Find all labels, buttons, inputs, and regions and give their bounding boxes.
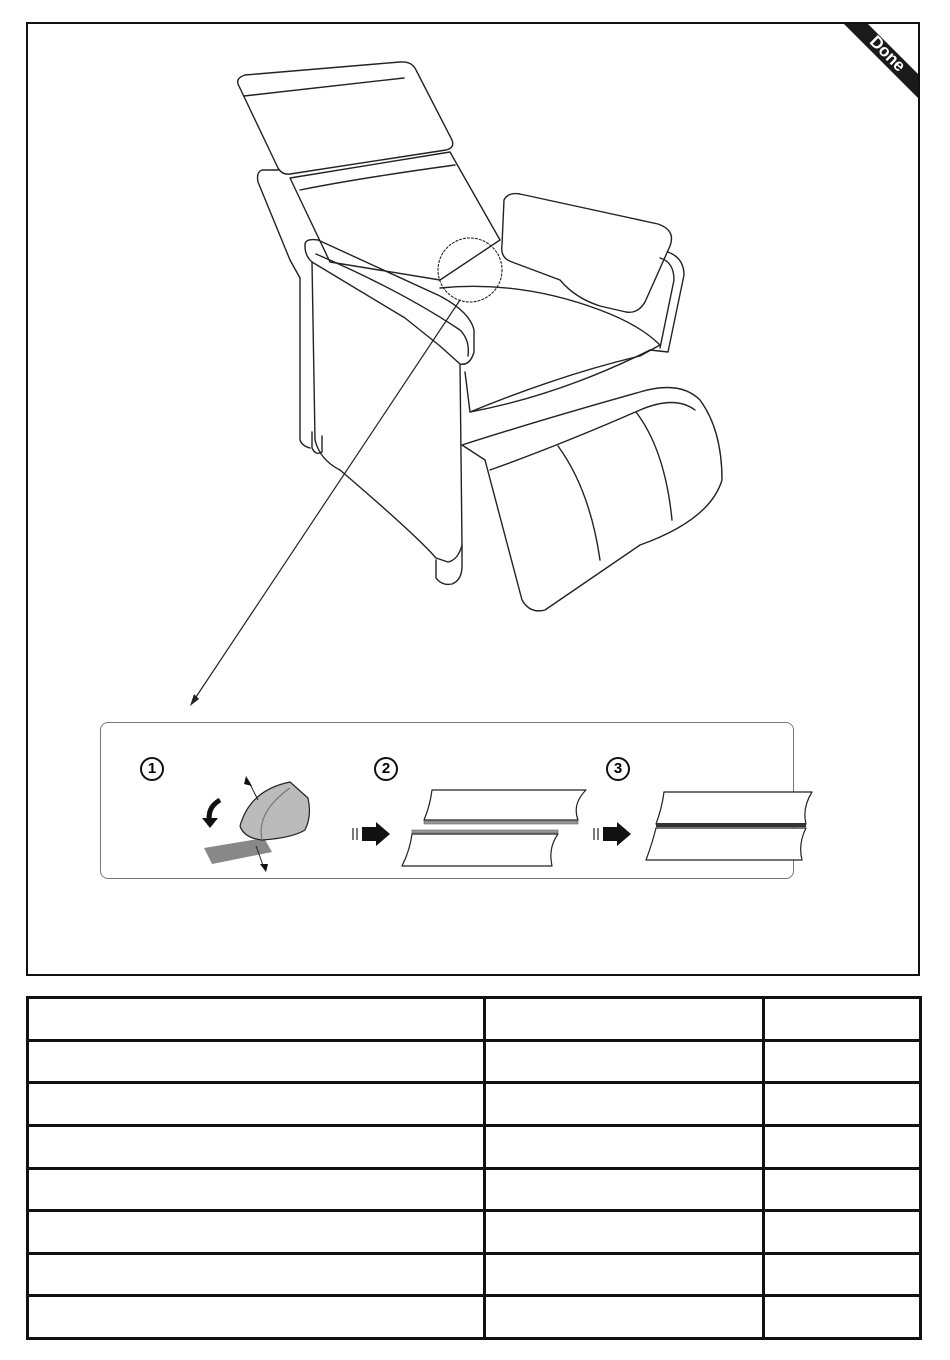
dashed-detail-circle-icon <box>438 238 502 302</box>
table-cell <box>28 1211 485 1254</box>
table-cell <box>28 1040 485 1083</box>
step-number-1: 1 <box>140 757 164 781</box>
step-number-3: 3 <box>606 757 630 781</box>
table-row <box>28 1083 921 1126</box>
table-cell <box>485 1253 764 1296</box>
table-cell <box>485 1040 764 1083</box>
table-row <box>28 1168 921 1211</box>
table-cell <box>28 1253 485 1296</box>
table-cell <box>485 1083 764 1126</box>
table-cell <box>764 1168 921 1211</box>
press-edges-together-icon <box>646 792 812 860</box>
table-cell <box>485 1168 764 1211</box>
align-two-edges-icon <box>402 790 586 866</box>
table-row <box>28 1211 921 1254</box>
table-cell <box>28 1083 485 1126</box>
table-cell <box>764 1296 921 1339</box>
arrow-line-icon <box>194 300 460 700</box>
table-row <box>28 1040 921 1083</box>
table-cell <box>28 1125 485 1168</box>
table-cell <box>764 1211 921 1254</box>
table-row <box>28 1125 921 1168</box>
right-arrow-icon <box>353 822 390 846</box>
table-cell <box>485 1211 764 1254</box>
table-cell <box>764 1125 921 1168</box>
table-row <box>28 1296 921 1339</box>
table-cell <box>764 1253 921 1296</box>
peel-backing-off-tape-icon <box>202 776 309 872</box>
table-cell <box>764 1083 921 1126</box>
table-cell <box>28 1168 485 1211</box>
table-row <box>28 998 921 1041</box>
step-number-2: 2 <box>374 757 398 781</box>
table-cell <box>28 998 485 1041</box>
table-row <box>28 1253 921 1296</box>
badge-text: Done <box>865 31 910 76</box>
parts-table <box>26 996 922 1340</box>
table-cell <box>764 1040 921 1083</box>
table-cell <box>764 998 921 1041</box>
right-arrow-icon <box>594 822 631 846</box>
table-cell <box>485 1296 764 1339</box>
table-cell <box>485 1125 764 1168</box>
table-cell <box>28 1296 485 1339</box>
table-cell <box>485 998 764 1041</box>
